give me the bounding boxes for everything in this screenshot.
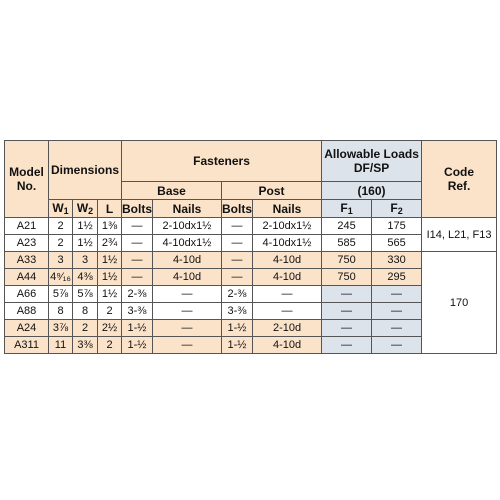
cell-w2: 5⅞ [73,286,98,303]
cell-l: 1½ [98,252,122,269]
cell-base-bolts: 3-⅜ [122,303,153,320]
cell-f1: 245 [322,218,372,235]
cell-model: A33 [5,252,49,269]
cell-post-nails: 2-10d [253,320,322,337]
cell-l: 2 [98,337,122,354]
cell-l: 2½ [98,320,122,337]
cell-post-nails: — [253,286,322,303]
cell-base-bolts: 1-½ [122,320,153,337]
header-fasteners: Fasteners [122,141,322,182]
header-l: L [98,200,122,218]
cell-w1: 2 [49,218,73,235]
cell-w1: 2 [49,235,73,252]
table-body [5,218,497,354]
header-species-code: (160) [322,182,422,200]
cell-f1: — [322,337,372,354]
cell-f1: 750 [322,252,372,269]
cell-base-bolts: 2-⅜ [122,286,153,303]
cell-post-bolts: — [222,235,253,252]
header-f2: $F_2$ [372,200,422,218]
cell-w1: 3 [49,252,73,269]
header-post-nails: Nails [253,200,322,218]
header-base-bolts: Bolts [122,201,153,216]
cell-l: 1½ [98,286,122,303]
cell-post-nails: 4-10d [253,269,322,286]
cell-base-nails: — [153,320,222,337]
cell-post-bolts: — [222,218,253,235]
cell-base-nails: — [153,337,222,354]
cell-base-bolts: — [122,235,153,252]
header-base-nails: Nails [153,200,222,218]
cell-w1: 3⅞ [49,320,73,337]
header-f1: $F_1$ [322,200,372,218]
cell-f2: — [372,337,422,354]
cell-f1: — [322,303,372,320]
header-model-no [5,141,49,218]
header-allowable-loads [322,141,422,182]
cell-f1: 585 [322,235,372,252]
cell-base-bolts: 1-½ [122,337,153,354]
cell-code-ref-group2: 170 [422,252,497,354]
header-code-line1: Code [444,165,475,179]
header-allowable-line2: DF/SP [353,161,390,175]
cell-base-nails: 2-10dx1½ [153,218,222,235]
cell-f2: 565 [372,235,422,252]
cell-post-nails: 4-10dx1½ [253,235,322,252]
cell-base-bolts: — [122,252,153,269]
header-post-bolts: Bolts [222,201,253,216]
cell-w2: 1½ [73,235,98,252]
cell-model: A88 [5,303,49,320]
cell-f2: — [372,286,422,303]
cell-f2: — [372,303,422,320]
cell-l: 1½ [98,269,122,286]
cell-f2: 330 [372,252,422,269]
table-row [5,218,497,235]
cell-post-nails: — [253,303,322,320]
cell-w2: 1½ [73,218,98,235]
cell-model: A311 [5,337,49,354]
cell-post-bolts: 1-½ [222,320,253,337]
header-post: Post [222,182,322,200]
cell-f1: — [322,320,372,337]
header-w2: $W_2$ [73,200,98,218]
cell-w2: 2 [73,320,98,337]
cell-base-nails: — [153,303,222,320]
cell-f2: 295 [372,269,422,286]
cell-w2: 3 [73,252,98,269]
cell-post-bolts: — [222,269,253,286]
cell-post-bolts: — [222,252,253,269]
header-code-line2: Ref. [447,179,471,193]
table-row [5,252,497,269]
cell-model: A66 [5,286,49,303]
cell-model: A24 [5,320,49,337]
cell-base-bolts: — [122,269,153,286]
cell-post-nails: 4-10d [253,252,322,269]
cell-w1: 11 [49,337,73,354]
table-container [4,140,496,354]
cell-base-nails: 4-10d [153,252,222,269]
cell-w2: 4⅜ [73,269,98,286]
cell-w2: 3⅜ [73,337,98,354]
header-code-ref [422,141,497,218]
cell-f2: — [372,320,422,337]
cell-code-ref-group1: I14, L21, F13 [422,218,497,252]
cell-post-bolts: 1-½ [222,337,253,354]
cell-model: A44 [5,269,49,286]
cell-model: A21 [5,218,49,235]
cell-w1: 4⁹⁄₁₆ [49,269,73,286]
cell-post-nails: 4-10d [253,337,322,354]
header-base: Base [122,182,222,200]
cell-base-nails: — [153,286,222,303]
cell-l: 2 [98,303,122,320]
cell-w2: 8 [73,303,98,320]
allowable-loads-table [4,140,497,354]
cell-post-bolts: 2-⅜ [222,286,253,303]
cell-f2: 175 [372,218,422,235]
header-allowable-line1: Allowable Loads [324,147,419,161]
cell-base-nails: 4-10dx1½ [153,235,222,252]
header-model-line2: No. [16,179,37,193]
cell-f1: 750 [322,269,372,286]
header-model-line1: Model [9,165,44,179]
cell-post-bolts: 3-⅜ [222,303,253,320]
cell-post-nails: 2-10dx1½ [253,218,322,235]
cell-l: 1⅜ [98,218,122,235]
cell-f1: — [322,286,372,303]
cell-base-bolts: — [122,218,153,235]
cell-w1: 5⅞ [49,286,73,303]
cell-model: A23 [5,235,49,252]
header-dimensions: Dimensions [49,141,122,200]
cell-l: 2¾ [98,235,122,252]
cell-w1: 8 [49,303,73,320]
cell-base-nails: 4-10d [153,269,222,286]
header-w1: $W_1$ [49,200,73,218]
